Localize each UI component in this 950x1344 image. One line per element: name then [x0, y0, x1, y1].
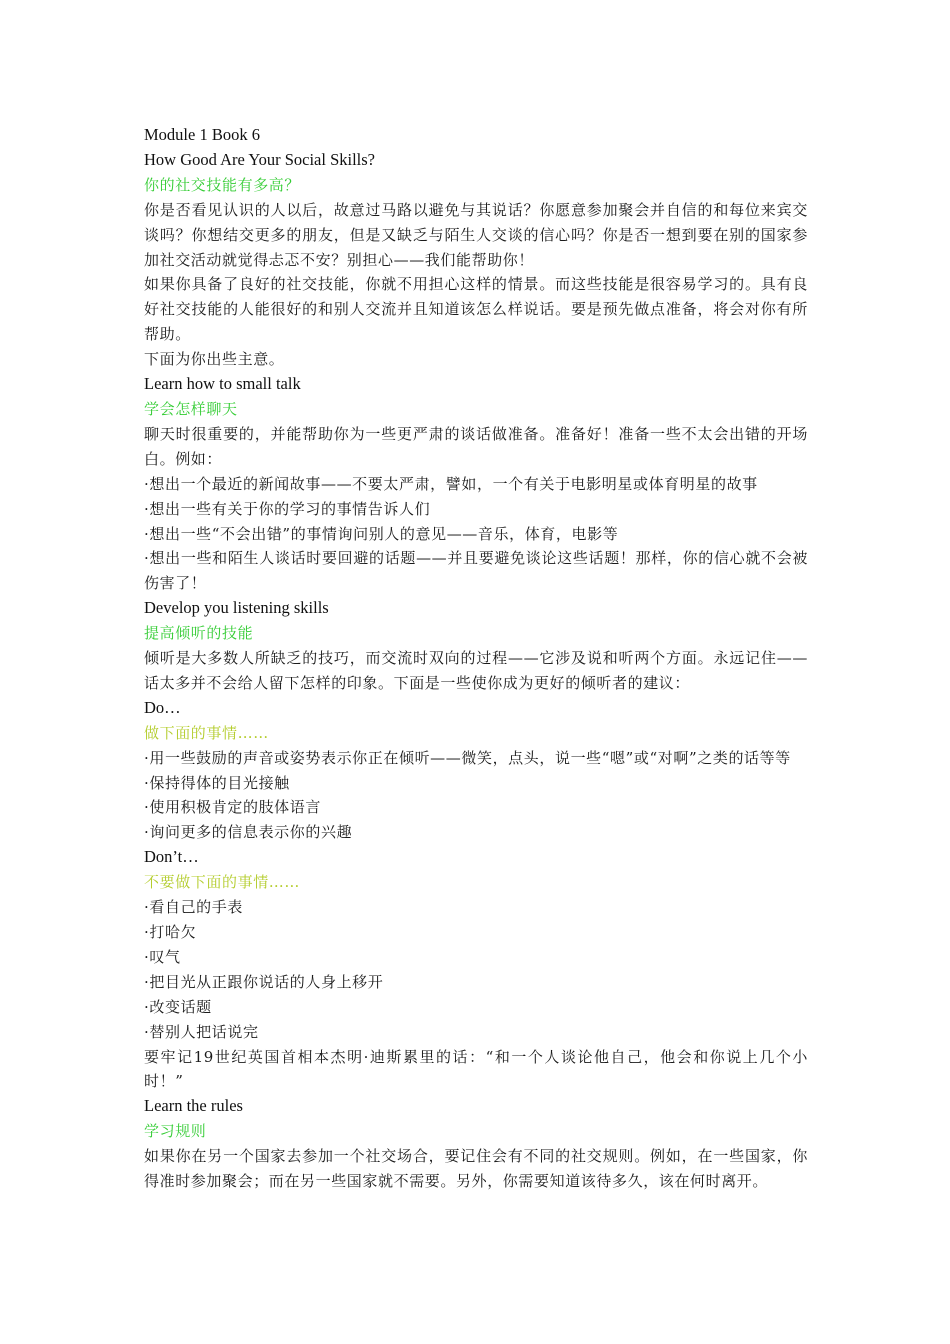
section-2-heading-chinese: 提高倾听的技能	[144, 624, 254, 643]
section-3-paragraph: 如果你在另一个国家去参加一个社交场合，要记住会有不同的社交规则。例如，在一些国家，你得准时参加聚会；而在另一些国家就不需要。另外，你需要知道该待多久，该在何时离开。	[144, 1147, 808, 1191]
dont-bullet: ·看自己的手表	[144, 898, 243, 917]
section-1-bullet: ·想出一些有关于你的学习的事情告诉人们	[144, 499, 431, 518]
do-heading-english: Do…	[144, 697, 181, 717]
do-bullet: ·用一些鼓励的声音或姿势表示你正在倾听——微笑，点头，说一些“嗯”或“对啊”之类的话等等	[144, 748, 791, 767]
dont-bullet: ·替别人把话说完	[144, 1022, 259, 1041]
do-bullet: ·询问更多的信息表示你的兴趣	[144, 823, 353, 842]
intro-paragraph-1: 你是否看见认识的人以后，故意过马路以避免与其说话？你愿意参加聚会并自信的和每位来宾交谈吗？你想结交更多的朋友，但是又缺乏与陌生人交谈的信心吗？你是否一想到要在别的国家参加社交活动就觉得忐忑不安？别担心——我们能帮助你！	[144, 200, 808, 269]
title-english: How Good Are Your Social Skills?	[144, 149, 376, 169]
do-bullet: ·保持得体的目光接触	[144, 773, 290, 792]
disraeli-quote: 要牢记19世纪英国首相本杰明·迪斯累里的话：“和一个人谈论他自己，他会和你说上几个小时！”	[144, 1047, 808, 1091]
do-heading-chinese: 做下面的事情……	[144, 723, 269, 742]
section-1-bullet: ·想出一些和陌生人谈话时要回避的话题——并且要避免谈论这些话题！那样，你的信心就不会被伤害了！	[144, 549, 808, 593]
section-2-paragraph: 倾听是大多数人所缺乏的技巧，而交流时双向的过程——它涉及说和听两个方面。永远记住——话太多并不会给人留下怎样的印象。下面是一些使你成为更好的倾听者的建议：	[144, 649, 808, 692]
section-3-heading-english: Learn the rules	[144, 1096, 243, 1116]
section-1-heading-english: Learn how to small talk	[144, 374, 301, 394]
dont-bullet: ·把目光从正跟你说话的人身上移开	[144, 972, 384, 991]
intro-paragraph-3: 下面为你出些主意。	[144, 350, 285, 369]
section-1-bullet: ·想出一个最近的新闻故事——不要太严肃，譬如，一个有关于电影明星或体育明星的故事	[144, 474, 758, 493]
section-1-heading-chinese: 学会怎样聊天	[144, 399, 238, 418]
section-3-heading-chinese: 学习规则	[144, 1122, 207, 1141]
do-bullet: ·使用积极肯定的肢体语言	[144, 798, 321, 817]
intro-paragraph-2: 如果你具备了良好的社交技能，你就不用担心这样的情景。而这些技能是很容易学习的。具有良好社交技能的人能很好的和别人交流并且知道该怎么样说话。要是预先做点准备，将会对你有所帮助。	[144, 275, 808, 344]
dont-bullet: ·改变话题	[144, 997, 212, 1016]
dont-heading-english: Don’t…	[144, 847, 199, 867]
dont-heading-chinese: 不要做下面的事情……	[144, 873, 301, 892]
dont-bullet: ·叹气	[144, 947, 181, 966]
module-label: Module 1 Book 6	[144, 125, 260, 144]
section-1-bullet: ·想出一些“不会出错”的事情询问别人的意见——音乐，体育，电影等	[144, 524, 619, 543]
section-1-paragraph: 聊天时很重要的，并能帮助你为一些更严肃的谈话做准备。准备好！准备一些不太会出错的开场白。例如：	[144, 424, 808, 468]
document-page	[144, 123, 808, 1194]
dont-bullet: ·打哈欠	[144, 923, 197, 941]
title-chinese: 你的社交技能有多高？	[144, 175, 301, 194]
section-2-heading-english: Develop you listening skills	[144, 598, 329, 618]
